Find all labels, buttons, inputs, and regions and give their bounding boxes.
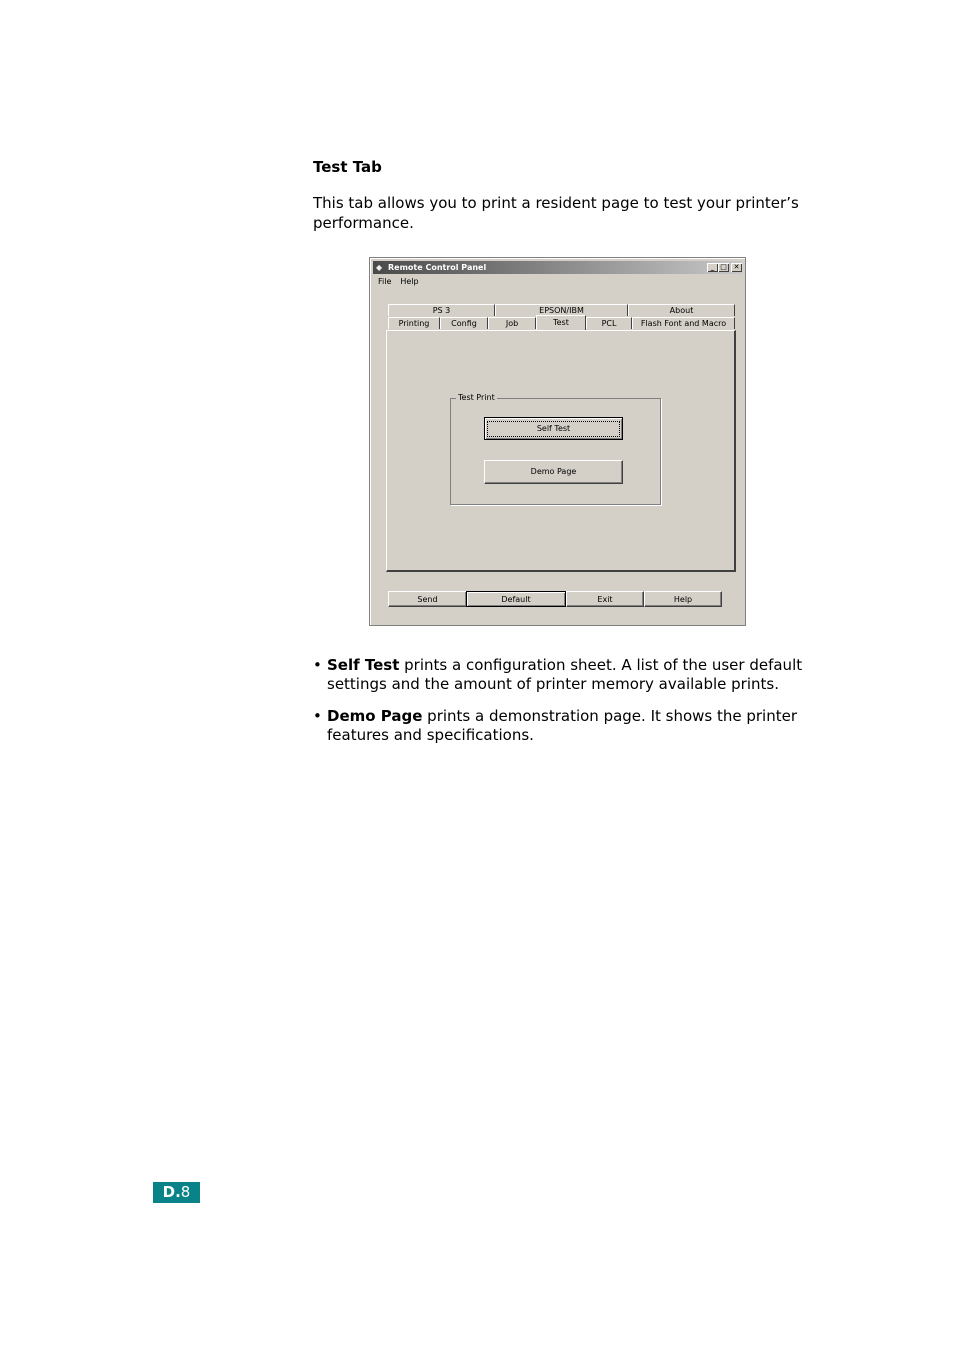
tab-test[interactable]: Test bbox=[536, 315, 586, 330]
tab-panel-test bbox=[386, 330, 736, 572]
test-print-group-label: Test Print bbox=[458, 393, 495, 402]
exit-button[interactable]: Exit bbox=[566, 591, 644, 607]
tab-pcl[interactable]: PCL bbox=[586, 317, 632, 329]
bullet-term: Self Test bbox=[327, 656, 400, 674]
app-icon: ◆ bbox=[376, 263, 383, 272]
bullet-text: prints a configuration sheet. A list of the user default settings and the amount of printer memory available prints. bbox=[327, 656, 803, 693]
bullet-self-test bbox=[313, 656, 803, 694]
menu-help[interactable]: Help bbox=[400, 277, 419, 286]
tab-about[interactable]: About bbox=[628, 304, 735, 316]
bullet-list bbox=[313, 656, 803, 758]
maximize-button[interactable]: □ bbox=[718, 263, 729, 272]
page-number-badge bbox=[153, 1182, 200, 1203]
bullet-term: Demo Page bbox=[327, 707, 423, 725]
bullet-text: prints a demonstration page. It shows the printer features and specifications. bbox=[327, 707, 798, 744]
remote-control-panel-window bbox=[369, 257, 746, 626]
default-button[interactable]: Default bbox=[466, 591, 566, 607]
tab-epson-ibm[interactable]: EPSON/IBM bbox=[495, 304, 628, 316]
tab-job[interactable]: Job bbox=[488, 317, 536, 329]
demo-page-button[interactable]: Demo Page bbox=[484, 460, 623, 484]
self-test-button-label: Self Test bbox=[487, 421, 620, 437]
bullet-demo-page bbox=[313, 707, 803, 745]
section-heading: Test Tab bbox=[313, 158, 382, 176]
tab-flash-font-and-macro[interactable]: Flash Font and Macro bbox=[632, 317, 735, 329]
menu-bar bbox=[373, 276, 423, 288]
bullet-dot-icon: • bbox=[313, 707, 322, 725]
help-button[interactable]: Help bbox=[644, 591, 722, 607]
bullet-dot-icon: • bbox=[313, 656, 322, 674]
section-intro: This tab allows you to print a resident page to test your printer’s performance. bbox=[313, 194, 799, 232]
minimize-button[interactable]: _ bbox=[707, 263, 718, 272]
test-print-group bbox=[450, 393, 661, 505]
self-test-button[interactable] bbox=[484, 417, 623, 440]
tab-printing[interactable]: Printing bbox=[388, 317, 440, 329]
title-bar[interactable] bbox=[373, 261, 742, 274]
close-button[interactable]: ✕ bbox=[731, 263, 742, 272]
page-number-value: 8 bbox=[180, 1183, 191, 1201]
tab-ps3[interactable]: PS 3 bbox=[388, 304, 495, 316]
tab-config[interactable]: Config bbox=[440, 317, 488, 329]
send-button[interactable]: Send bbox=[388, 591, 467, 607]
page-number-prefix: D. bbox=[162, 1183, 181, 1201]
menu-file[interactable]: File bbox=[378, 277, 392, 286]
window-title: Remote Control Panel bbox=[388, 263, 487, 272]
